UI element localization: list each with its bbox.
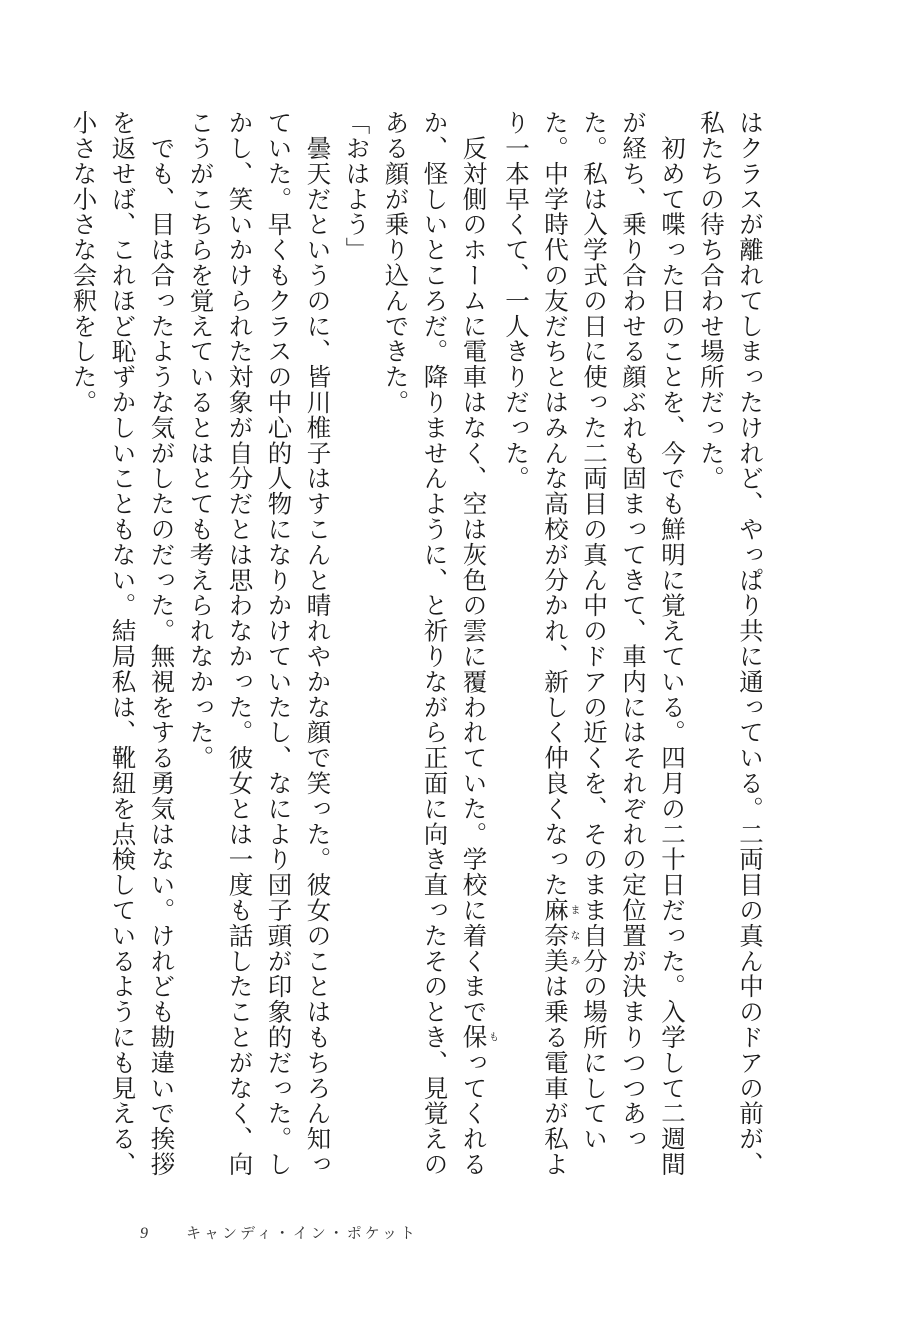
paragraph-text-after: は乗る電車が私より一本早くて、一人きりだった。 <box>502 110 570 1177</box>
dialogue-text: 「おはよう」 <box>342 110 372 263</box>
running-title: キャンディ・イン・ポケット <box>186 1224 419 1242</box>
paragraph-5 <box>182 110 338 1185</box>
paragraph-2 <box>497 110 692 1185</box>
ruby-reading: まなみ <box>568 897 579 974</box>
ruby-base: 保 <box>459 1024 489 1050</box>
ruby-reading: も <box>486 1024 498 1050</box>
paragraph-text: 反対側のホームに電車はなく、空は灰色の雲に覆われていた。学校に着くまで <box>459 110 489 1025</box>
page-footer <box>140 1222 418 1243</box>
paragraph-4 <box>338 110 377 1185</box>
vertical-text-block <box>65 110 771 1185</box>
paragraph-3 <box>377 110 498 1185</box>
ruby-annotation <box>459 1024 498 1050</box>
paragraph-1 <box>692 110 770 1185</box>
page-number: 9 <box>140 1225 148 1242</box>
paragraph-text: はクラスが離れてしまったけれど、やっぱり共に通っている。二両目の真ん中のドアの前が、私たちの待ち合わせ場所だった。 <box>697 110 765 1177</box>
paragraph-text-after: ってくれるか、怪しいところだ。降りませんように、と祈りながら正面に向き直ったそのとき、見覚えのある顔が乗り込んできた。 <box>381 110 489 1177</box>
paragraph-text: 曇天だというのに、皆川椎子はすこんと晴れやかな顔で笑った。彼女のことはもちろん知っていた。早くもクラスの中心的人物になりかけていたし、なにより団子頭が印象的だった。しかし、笑いかけられた対象が自分だとは思わなかった。彼女とは一度も話したことがなく、向こうがこちらを覚えているとはとても考えられなかった。 <box>186 110 333 1177</box>
paragraph-6 <box>65 110 182 1185</box>
paragraph-text: 初めて喋った日のことを、今でも鮮明に覚えている。四月の二十日だった。入学して二週間が経ち、乗り合わせる顔ぶれも固まってきて、車内にはそれぞれの定位置が決まりつつあった。私は入学式の日に使った二両目の真ん中のドアの近くを、そのまま自分の場所にしていた。中学時代の友だちとはみんな高校が分かれ、新しく仲良くなった <box>541 110 687 1177</box>
ruby-annotation <box>541 897 579 974</box>
paragraph-text: でも、目は合ったような気がしたのだった。無視をする勇気はない。けれども勘違いで挨拶を返せば、これほど恥ずかしいこともない。結局私は、靴紐を点検しているようにも見える、小さな小さな会釈をした。 <box>69 110 177 1177</box>
ruby-base: 麻奈美 <box>541 897 570 974</box>
